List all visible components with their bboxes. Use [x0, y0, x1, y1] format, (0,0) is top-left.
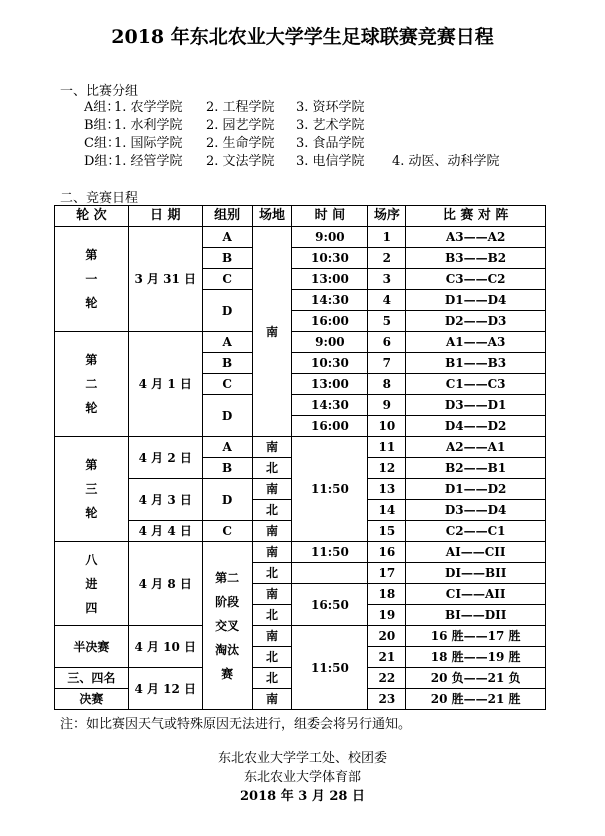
group-cell: C — [202, 521, 252, 542]
match-no-cell: 15 — [368, 521, 406, 542]
date-cell: 4 月 4 日 — [128, 521, 202, 542]
group-item: 2. 园艺学院 — [206, 118, 275, 133]
match-no-cell: 7 — [368, 353, 406, 374]
group-item: 2. 工程学院 — [206, 100, 275, 115]
header-group: 组别 — [202, 206, 252, 227]
group-label: B组： — [84, 118, 120, 133]
table-row — [55, 332, 546, 353]
venue-cell: 南 — [252, 437, 292, 458]
match-no-cell: 2 — [368, 248, 406, 269]
venue-cell: 北 — [252, 668, 292, 689]
group-item: 1. 水利学院 — [114, 118, 183, 133]
date-cell: 4 月 8 日 — [128, 542, 202, 626]
header-match-no: 场序 — [368, 206, 406, 227]
time-cell: 10:30 — [292, 353, 368, 374]
footnote: 注：如比赛因天气或特殊原因无法进行，组委会将另行通知。 — [60, 717, 412, 732]
matchup-cell: D4——D2 — [406, 416, 546, 437]
group-item: 4. 动医、动科学院 — [392, 154, 500, 169]
matchup-cell: AI——CII — [406, 542, 546, 563]
header-time: 时 间 — [292, 206, 368, 227]
group-cell: A — [202, 332, 252, 353]
date-cell: 4 月 12 日 — [128, 668, 202, 710]
group-cell: B — [202, 353, 252, 374]
venue-cell: 北 — [252, 458, 292, 479]
group-item: 1. 国际学院 — [114, 136, 183, 151]
group-label: D组： — [84, 154, 121, 169]
venue-cell: 南 — [252, 689, 292, 710]
group-cell: D — [202, 290, 252, 332]
section-groups-heading: 一、比赛分组 — [60, 84, 139, 99]
group-cell: C — [202, 269, 252, 290]
match-no-cell: 23 — [368, 689, 406, 710]
header-round: 轮 次 — [55, 206, 129, 227]
group-cell: A — [202, 437, 252, 458]
round-cell: 决赛 — [55, 689, 129, 710]
matchup-cell: 20 胜——21 胜 — [406, 689, 546, 710]
venue-cell: 北 — [252, 563, 292, 584]
match-no-cell: 16 — [368, 542, 406, 563]
time-cell-empty — [292, 563, 368, 584]
match-no-cell: 4 — [368, 290, 406, 311]
venue-cell: 南 — [252, 542, 292, 563]
round-cell: 八 进 四 — [55, 542, 129, 626]
group-item: 3. 电信学院 — [296, 154, 365, 169]
venue-cell: 北 — [252, 605, 292, 626]
group-cell: D — [202, 479, 252, 521]
matchup-cell: A1——A3 — [406, 332, 546, 353]
venue-cell: 南 — [252, 521, 292, 542]
table-header-row — [55, 206, 546, 227]
schedule-table — [54, 205, 546, 710]
document-title: 2018 年东北农业大学学生足球联赛竞赛日程 — [111, 26, 494, 48]
match-no-cell: 18 — [368, 584, 406, 605]
matchup-cell: DI——BII — [406, 563, 546, 584]
table-row — [55, 542, 546, 563]
match-no-cell: 8 — [368, 374, 406, 395]
group-label: C组： — [84, 136, 120, 151]
matchup-cell: BI——DII — [406, 605, 546, 626]
match-no-cell: 22 — [368, 668, 406, 689]
time-cell: 9:00 — [292, 227, 368, 248]
match-no-cell: 1 — [368, 227, 406, 248]
match-no-cell: 5 — [368, 311, 406, 332]
time-cell: 13:00 — [292, 374, 368, 395]
match-no-cell: 10 — [368, 416, 406, 437]
time-cell: 14:30 — [292, 395, 368, 416]
round-cell: 半决赛 — [55, 626, 129, 668]
group-cell: C — [202, 374, 252, 395]
date-cell: 4 月 1 日 — [128, 332, 202, 437]
time-cell: 11:50 — [292, 626, 368, 710]
footer-organizer: 东北农业大学学工处、校团委 — [217, 751, 387, 766]
group-cell: B — [202, 248, 252, 269]
venue-cell: 南 — [252, 479, 292, 500]
group-item: 3. 艺术学院 — [296, 118, 365, 133]
group-item: 1. 农学学院 — [114, 100, 183, 115]
time-cell: 14:30 — [292, 290, 368, 311]
matchup-cell: D1——D4 — [406, 290, 546, 311]
date-cell: 4 月 10 日 — [128, 626, 202, 668]
header-venue: 场地 — [252, 206, 292, 227]
matchup-cell: D3——D1 — [406, 395, 546, 416]
matchup-cell: B2——B1 — [406, 458, 546, 479]
matchup-cell: D2——D3 — [406, 311, 546, 332]
matchup-cell: B3——B2 — [406, 248, 546, 269]
matchup-cell: 18 胜——19 胜 — [406, 647, 546, 668]
match-no-cell: 6 — [368, 332, 406, 353]
matchup-cell: C1——C3 — [406, 374, 546, 395]
round-cell: 第 一 轮 — [55, 227, 129, 332]
group-cell: A — [202, 227, 252, 248]
table-row — [55, 437, 546, 458]
match-no-cell: 13 — [368, 479, 406, 500]
footer-department: 东北农业大学体育部 — [243, 770, 361, 785]
header-date: 日 期 — [128, 206, 202, 227]
time-cell: 10:30 — [292, 248, 368, 269]
matchup-cell: 16 胜——17 胜 — [406, 626, 546, 647]
match-no-cell: 20 — [368, 626, 406, 647]
round-cell: 第 二 轮 — [55, 332, 129, 437]
matchup-cell: D3——D4 — [406, 500, 546, 521]
matchup-cell: B1——B3 — [406, 353, 546, 374]
matchup-cell: 20 负——21 负 — [406, 668, 546, 689]
match-no-cell: 9 — [368, 395, 406, 416]
time-cell: 16:00 — [292, 416, 368, 437]
venue-cell: 北 — [252, 647, 292, 668]
group-item: 3. 食品学院 — [296, 136, 365, 151]
venue-cell: 南 — [252, 584, 292, 605]
date-cell: 3 月 31 日 — [128, 227, 202, 332]
match-no-cell: 21 — [368, 647, 406, 668]
match-no-cell: 3 — [368, 269, 406, 290]
match-no-cell: 17 — [368, 563, 406, 584]
round-cell: 三、四名 — [55, 668, 129, 689]
group-item: 2. 文法学院 — [206, 154, 275, 169]
table-row — [55, 227, 546, 248]
date-cell: 4 月 3 日 — [128, 479, 202, 521]
time-cell: 11:50 — [292, 542, 368, 563]
matchup-cell: D1——D2 — [406, 479, 546, 500]
time-cell: 16:00 — [292, 311, 368, 332]
footer-date: 2018 年 3 月 28 日 — [240, 789, 365, 804]
match-no-cell: 11 — [368, 437, 406, 458]
group-item: 1. 经管学院 — [114, 154, 183, 169]
round-cell: 第 三 轮 — [55, 437, 129, 542]
matchup-cell: C3——C2 — [406, 269, 546, 290]
group-cell: B — [202, 458, 252, 479]
date-cell: 4 月 2 日 — [128, 437, 202, 479]
match-no-cell: 14 — [368, 500, 406, 521]
group-cell-knockout: 第二 阶段 交叉 淘汰 赛 — [202, 542, 252, 710]
venue-cell: 北 — [252, 500, 292, 521]
match-no-cell: 19 — [368, 605, 406, 626]
group-cell: D — [202, 395, 252, 437]
matchup-cell: CI——AII — [406, 584, 546, 605]
time-cell: 13:00 — [292, 269, 368, 290]
table-row — [55, 626, 546, 647]
venue-cell: 南 — [252, 626, 292, 647]
group-item: 2. 生命学院 — [206, 136, 275, 151]
matchup-cell: C2——C1 — [406, 521, 546, 542]
venue-cell: 南 — [252, 227, 292, 437]
match-no-cell: 12 — [368, 458, 406, 479]
matchup-cell: A3——A2 — [406, 227, 546, 248]
group-label: A组： — [84, 100, 120, 115]
time-cell: 11:50 — [292, 437, 368, 542]
section-schedule-heading: 二、竞赛日程 — [60, 191, 139, 206]
header-matchup: 比 赛 对 阵 — [406, 206, 546, 227]
time-cell: 9:00 — [292, 332, 368, 353]
group-item: 3. 资环学院 — [296, 100, 365, 115]
time-cell: 16:50 — [292, 584, 368, 626]
matchup-cell: A2——A1 — [406, 437, 546, 458]
